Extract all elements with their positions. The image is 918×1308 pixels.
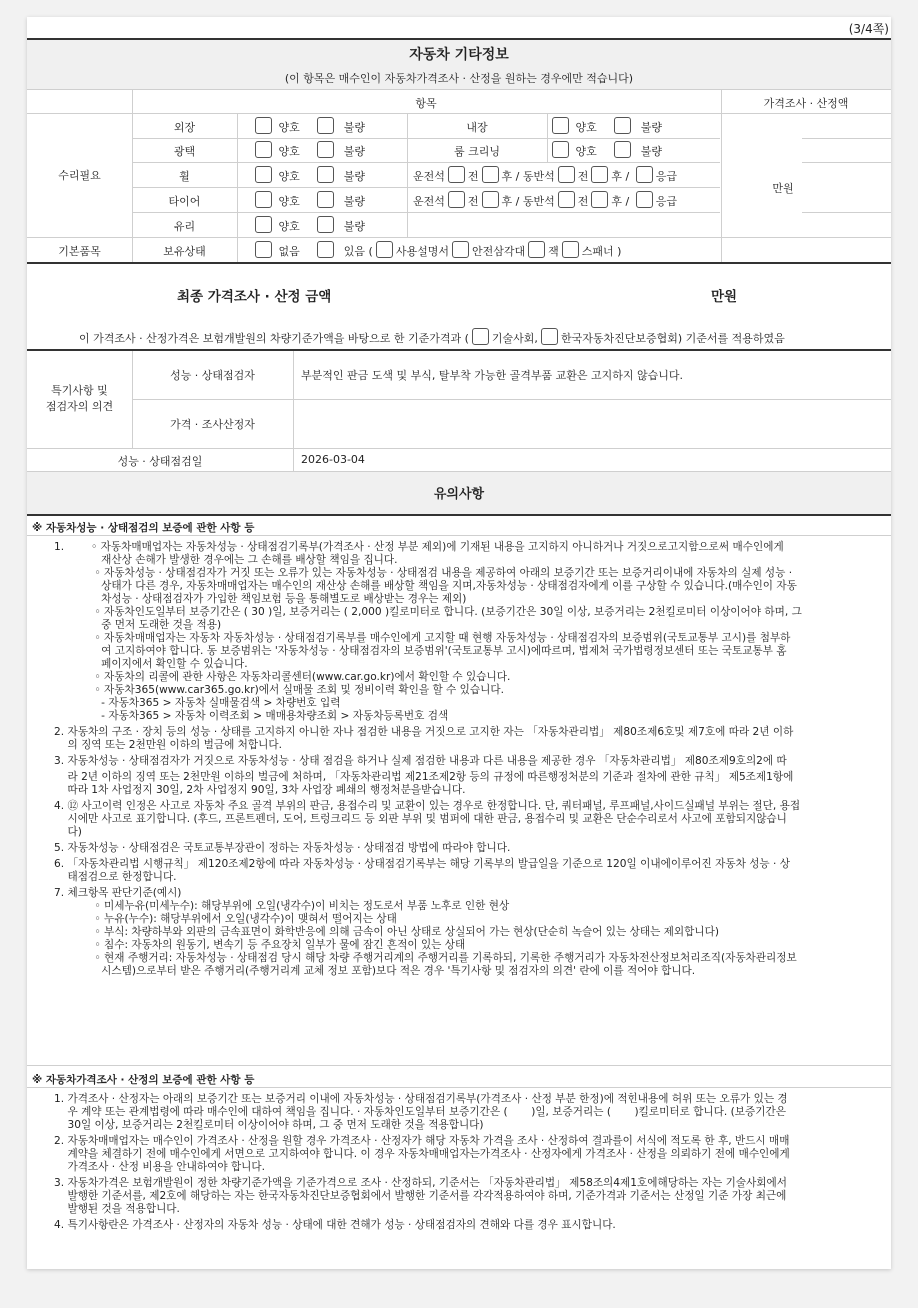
gloss-good-checkbox[interactable] <box>255 141 272 158</box>
basic-items-options: 없음 있음 ( 사용설명서 안전삼각대 잭 스패너 ) <box>252 241 621 259</box>
divider <box>27 349 891 351</box>
triangle-checkbox[interactable] <box>452 241 469 258</box>
note-line: 1. 가격조사 · 산정자는 아래의 보증기간 또는 보증거리 이내에 자동차성능 · 상태점검기록부(가격조사 · 산정 부분 한정)에 적힌내용에 허위 또는 오류가 있는 경 <box>54 1093 788 1105</box>
divider <box>27 535 891 536</box>
exterior-bad-checkbox[interactable] <box>317 117 334 134</box>
wheel-driver-rear-checkbox[interactable] <box>482 166 499 183</box>
note-line: 중 먼저 도래한 것을 적용) <box>54 619 222 631</box>
basic-items-label: 기본품목 <box>58 245 101 258</box>
note-line: ◦ 현재 주행거리: 자동차성능 · 상태점검 당시 해당 차량 주행거리계의 주행거리를 기록하되, 기록한 주행거리가 자동차전산정보처리조직(자동차관리정보 <box>54 952 797 964</box>
repair-item-room-cleaning: 룸 크리닝 <box>453 145 500 158</box>
price-assessor-label: 가격 · 조사산정자 <box>170 418 255 431</box>
glass-good-checkbox[interactable] <box>255 216 272 233</box>
divider <box>27 1065 891 1066</box>
repair-item-gloss: 광택 <box>173 145 196 158</box>
tire-spare-checkbox[interactable] <box>636 191 653 208</box>
tech-society-checkbox[interactable] <box>472 328 489 345</box>
divider <box>27 113 891 114</box>
note-line: ◦ 미세누유(미세누수): 해당부위에 오일(냉각수)이 비치는 정도로서 부품 노후로 인한 현상 <box>54 900 510 912</box>
note-line: 3. 자동차성능 · 상태점검자가 거짓으로 자동차성능 · 상태 점검을 하거나 실제 점검한 내용과 다른 내용을 제공한 경우 「자동차관리법」 제80조제9호의2에 따 <box>54 755 787 767</box>
repair-interior-options: 양호 불량 <box>549 117 662 135</box>
gloss-bad-checkbox[interactable] <box>317 141 334 158</box>
note-line: 페이지에서 확인할 수 있습니다. <box>54 658 248 670</box>
wheel-passenger-front-checkbox[interactable] <box>558 166 575 183</box>
repair-gloss-options: 양호 불량 <box>252 141 365 159</box>
tire-seat-options: 운전석 전 후 / 동반석 전 후 / 응급 <box>413 191 677 209</box>
basic-none-checkbox[interactable] <box>255 241 272 258</box>
final-price-unit: 만원 <box>711 289 738 305</box>
wheel-passenger-rear-checkbox[interactable] <box>591 166 608 183</box>
repair-item-tire: 타이어 <box>168 195 201 208</box>
wheel-spare-checkbox[interactable] <box>636 166 653 183</box>
glass-bad-checkbox[interactable] <box>317 216 334 233</box>
tire-driver-rear-checkbox[interactable] <box>482 191 499 208</box>
note-line: 우 계약 또는 관계법령에 따라 매수인에 대하여 책임을 집니다. · 자동차인도일부터 보증기간은 ( )일, 보증거리는 ( )킬로미터로 합니다. (보증기간은 <box>54 1106 786 1118</box>
exterior-good-checkbox[interactable] <box>255 117 272 134</box>
repair-item-wheel: 휠 <box>179 170 190 183</box>
note-line: 2. 자동차의 구조 · 장치 등의 성능 · 상태를 고지하지 아니한 자나 점검한 내용을 거짓으로 고지한 자는 「자동차관리법」 제80조제6호및 제7호에 따라 2년 이하 <box>54 726 794 738</box>
note-line: ◦ 누유(누수): 해당부위에서 오일(냉각수)이 맺혀서 떨어지는 상태 <box>54 913 397 925</box>
note-line: 따라 1차 사업정지 30일, 2차 사업정지 90일, 3차 사업장 폐쇄의 행정처분을받습니다. <box>54 784 466 796</box>
note-line: ◦ 부식: 차량하부와 외판의 금속표면이 화학반응에 의해 금속이 아닌 상태로 상실되어 가는 현상(단순히 녹슬어 있는 상태는 제외합니다) <box>54 926 719 938</box>
tire-bad-checkbox[interactable] <box>317 191 334 208</box>
divider <box>27 89 891 90</box>
repair-item-interior: 내장 <box>466 121 488 134</box>
wheel-good-checkbox[interactable] <box>255 166 272 183</box>
note-line: 6. 「자동차관리법 시행규칙」 제120조제2항에 따라 자동차성능 · 상태점검기록부는 해당 기록부의 발급일을 기준으로 120일 이내에이루어진 자동차 성능 · 상 <box>54 858 790 870</box>
basic-items-status-label: 보유상태 <box>163 245 206 258</box>
note-line: 4. 특기사항란은 가격조사 · 산정자의 자동차 성능 · 상태에 대한 견해가 성능 · 상태점검자의 견해와 다를 경우 표시합니다. <box>54 1219 616 1231</box>
divider <box>27 1087 891 1088</box>
room-cleaning-bad-checkbox[interactable] <box>614 141 631 158</box>
tire-passenger-front-checkbox[interactable] <box>558 191 575 208</box>
note-line: 7. 체크항목 판단기준(예시) <box>54 887 182 899</box>
item-header: 항목 <box>415 97 437 110</box>
notes2-header: ※ 자동차가격조사 · 산정의 보증에 관한 사항 등 <box>32 1074 255 1086</box>
note-line: 태점검으로 한정합니다. <box>54 871 177 883</box>
note-line: 시에만 사고로 표기합니다. (후드, 프론트펜더, 도어, 트렁크리드 등 외판 부위 및 범퍼에 대한 판금, 용접수리 및 교환은 단순수리로서 사고에 포함되지않습니 <box>54 813 787 825</box>
repair-room-cleaning-options: 양호 불량 <box>549 141 662 159</box>
note-line: 차성능 · 상태점검자가 가입한 책임보험 등을 통해별도로 배상받는 경우는 제외) <box>54 593 467 605</box>
wheel-driver-front-checkbox[interactable] <box>448 166 465 183</box>
repair-item-exterior: 외장 <box>173 121 196 134</box>
notice-title: 유의사항 <box>433 487 485 502</box>
wheel-bad-checkbox[interactable] <box>317 166 334 183</box>
note-line: 5. 자동차성능 · 상태점검은 국토교통부장관이 정하는 자동차성능 · 상태점검 방법에 따라야 합니다. <box>54 842 511 854</box>
note-line: 2. 자동차매매업자는 매수인이 가격조사 · 산정을 원할 경우 가격조사 · 산정자가 해당 자동차 가격을 조사 · 산정하여 결과를이 서식에 적도록 한 후, 반드시 매매 <box>54 1135 790 1147</box>
tire-passenger-rear-checkbox[interactable] <box>591 191 608 208</box>
repair-wheel-options: 양호 불량 <box>252 166 365 184</box>
note-line: 라 2년 이하의 징역 또는 2천만원 이하의 벌금에 처하며, 「자동차관리법 제21조제2항 등의 규정에 따른행정처분의 기준과 절차에 관한 규칙」 제5조제1항에 <box>54 771 794 783</box>
note-line: 상태가 다른 경우, 자동차매매업자는 매수인의 재산상 손해를 배상할 책임을 지며,자동차성능 · 상태점검자에게 이를 구상할 수 있습니다.(매수인이 자동 <box>54 580 797 592</box>
note-line: ◦ 자동차365(www.car365.go.kr)에서 실매물 조회 및 정비이력 확인을 할 수 있습니다. <box>54 684 504 696</box>
note-line: 1. ◦ 자동차매매업자는 자동차성능 · 상태점검기록부(가격조사 · 산정 부분 제외)에 기재된 내용을 고지하지 아니하거나 거짓으로고지함으로써 매수인에게 <box>54 541 784 553</box>
interior-bad-checkbox[interactable] <box>614 117 631 134</box>
note-line: ◦ 자동차의 리콜에 관한 사항은 자동차리콜센터(www.car.go.kr)에서 확인할 수 있습니다. <box>54 671 511 683</box>
note-line: - 자동차365 > 자동차 실매물검색 > 차량번호 입력 <box>54 697 341 709</box>
note-line: ◦ 자동차매매업자는 자동차 자동차성능 · 상태점검기록부를 매수인에게 고지할 때 현행 자동차성능 · 상태점검자의 보증범위(국토교통부 고시)를 첨부하 <box>54 632 791 644</box>
divider <box>27 514 891 516</box>
manual-checkbox[interactable] <box>376 241 393 258</box>
perf-inspector-label: 성능 · 상태점검자 <box>170 369 255 382</box>
inspection-date-value: 2026-03-04 <box>301 453 365 466</box>
note-line: - 자동차365 > 자동차 이력조회 > 매매용차량조회 > 자동차등록번호 검색 <box>54 710 449 722</box>
repair-glass-options: 양호 불량 <box>252 216 365 234</box>
perf-inspector-opinion: 부분적인 판금 도색 및 부식, 탈부착 가능한 골격부품 교환은 고지하지 않습니다. <box>301 369 683 382</box>
section-subtitle: (이 항목은 매수인이 자동차가격조사 · 산정을 원하는 경우에만 적습니다) <box>284 72 634 85</box>
note-line: 30일 이상, 보증거리는 2천킬로미터 이상이어야 하며, 그 중 먼저 도래한 것을 적용합니다) <box>54 1119 484 1131</box>
price-header: 가격조사 · 산정액 <box>763 97 849 110</box>
form-page <box>27 17 891 1269</box>
note-line: ◦ 침수: 자동차의 원동기, 변속기 등 주요장치 일부가 물에 잠긴 흔적이 있는 상태 <box>54 939 466 951</box>
section-title: 자동차 기타정보 <box>409 47 509 63</box>
repair-item-glass: 유리 <box>173 220 196 233</box>
repair-group-label: 수리필요 <box>58 169 101 182</box>
tire-good-checkbox[interactable] <box>255 191 272 208</box>
divider <box>27 262 891 264</box>
tire-driver-front-checkbox[interactable] <box>448 191 465 208</box>
basic-have-checkbox[interactable] <box>317 241 334 258</box>
note-line: 재산상 손해가 발생한 경우에는 그 손해를 배상할 책임을 집니다. <box>54 554 398 566</box>
final-price-note: 이 가격조사 · 산정가격은 보험개발원의 차량기준가액을 바탕으로 한 기준가격과 ( 기술사회, 한국자동차진단보증협회) 기준서를 적용하였음 <box>79 328 785 346</box>
note-line: 다) <box>54 826 82 838</box>
diagnosis-assoc-checkbox[interactable] <box>541 328 558 345</box>
note-line: 시스템)으로부터 받은 주행거리(주행거리계 교체 정보 포함)보다 적은 경우 '특기사항 및 점검자의 의견' 란에 이를 적어야 합니다. <box>54 965 696 977</box>
notes1-header: ※ 자동차성능 · 상태점검의 보증에 관한 사항 등 <box>32 522 255 534</box>
interior-good-checkbox[interactable] <box>552 117 569 134</box>
room-cleaning-good-checkbox[interactable] <box>552 141 569 158</box>
note-line: 발행된 것을 적용합니다. <box>54 1203 180 1215</box>
note-line: 4. ⑫ 사고이력 인정은 사고로 자동차 주요 골격 부위의 판금, 용접수리 및 교환이 있는 경우로 한정합니다. 단, 쿼터패널, 루프패널,사이드실패널 부위는 절단, 용접 <box>54 800 801 812</box>
opinion-label: 특기사항 및 점검자의 의견 <box>45 384 114 413</box>
note-line: ◦ 자동차인도일부터 보증기간은 ( 30 )일, 보증거리는 ( 2,000 )킬로미터로 합니다. (보증기간은 30일 이상, 보증거리는 2천킬로미터 이상이어야 하며, 그 <box>54 606 802 618</box>
note-line: 계약을 체결하기 전에 매수인에게 서면으로 고지하여야 합니다. 이 경우 자동차매매업자는가격조사 · 산정자에게 가격조사 · 산정을 의뢰하기 전에 매수인에게 <box>54 1148 790 1160</box>
jack-checkbox[interactable] <box>528 241 545 258</box>
spanner-checkbox[interactable] <box>562 241 579 258</box>
note-line: 의 징역 또는 2천만원 이하의 벌금에 처합니다. <box>54 739 282 751</box>
page-number: (3/4쪽) <box>848 22 889 36</box>
wheel-seat-options: 운전석 전 후 / 동반석 전 후 / 응급 <box>413 166 677 184</box>
final-price-title: 최종 가격조사 · 산정 금액 <box>177 289 332 305</box>
note-line: ◦ 자동차성능 · 상태점검자가 거짓 또는 오류가 있는 자동차성능 · 상태점검 내용을 제공하여 아래의 보증기간 또는 보증거리이내에 자동차의 실제 성능 · <box>54 567 793 579</box>
note-line: 발행한 기준서를, 제2호에 해당하는 자는 한국자동차진단보증협회에서 발행한 기준서를 각각적용하여야 하며, 기준가격과 기준서는 산정일 기준 가장 최근에 <box>54 1190 787 1202</box>
repair-unit: 만원 <box>772 182 794 195</box>
repair-exterior-options: 양호 불량 <box>252 117 365 135</box>
note-line: 3. 자동차가격은 보험개발원이 정한 차량기준가액을 기준가격으로 조사 · 산정하되, 기준서는 「자동차관리법」 제58조의4제1호에해당하는 자는 기술사회에서 <box>54 1177 788 1189</box>
repair-tire-options: 양호 불량 <box>252 191 365 209</box>
note-line: 여 고지하여야 합니다. 동 보증범위는 '자동차성능 · 상태점검자의 보증범위'(국토교통부 고시)에따르며, 법제처 국가법령정보센터 또는 국토교통부 홈 <box>54 645 787 657</box>
inspection-date-label: 성능 · 상태점검일 <box>117 455 203 468</box>
note-line: 가격조사 · 산정 비용을 안내하여야 합니다. <box>54 1161 266 1173</box>
